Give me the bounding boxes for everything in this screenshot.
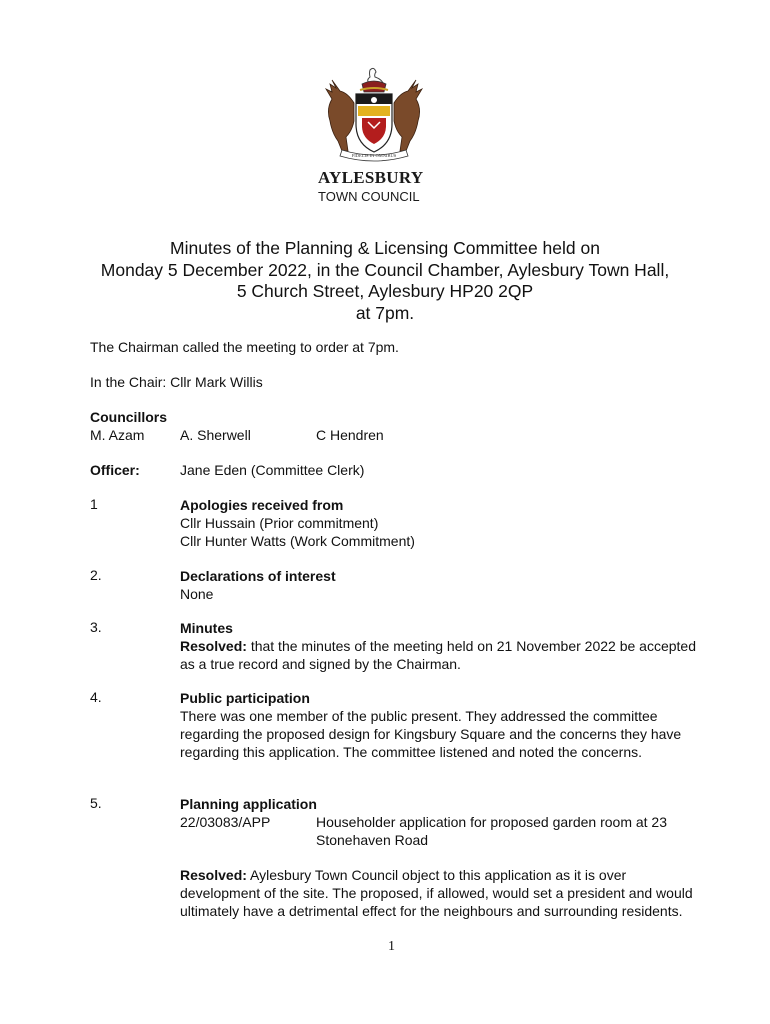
officer-value: Jane Eden (Committee Clerk) xyxy=(180,462,365,478)
item-line: Cllr Hunter Watts (Work Commitment) xyxy=(180,533,415,549)
opening-statement: The Chairman called the meeting to order at 7pm. xyxy=(90,339,399,355)
title-line: at 7pm. xyxy=(355,302,415,323)
title-line: Minutes of the Planning & Licensing Committee held on xyxy=(170,238,600,258)
application-description: Householder application for proposed garden room at 23 Stonehaven Road xyxy=(316,814,668,848)
councillor-name: A. Sherwell xyxy=(180,427,251,443)
councillor-name: C Hendren xyxy=(316,427,384,443)
document-title xyxy=(60,238,710,324)
application-row xyxy=(180,813,705,849)
resolved-text: that the minutes of the meeting held on 21 November 2022 be accepted as a true record and signed by the Chairman. xyxy=(180,638,696,672)
item-number: 5. xyxy=(90,795,102,811)
item-number: 1 xyxy=(90,496,98,512)
item-heading: Public participation xyxy=(180,690,310,706)
item-number: 2. xyxy=(90,567,102,583)
officer-label: Officer: xyxy=(90,462,140,478)
councillor-name: M. Azam xyxy=(90,427,145,443)
item-heading: Planning application xyxy=(180,796,317,812)
title-line: Monday 5 December 2022, in the Council Chamber, Aylesbury Town Hall, xyxy=(100,259,670,280)
chair-statement: In the Chair: Cllr Mark Willis xyxy=(90,374,263,390)
item-heading: Declarations of interest xyxy=(180,568,336,584)
item-number: 3. xyxy=(90,619,102,635)
councillors-heading: Councillors xyxy=(90,409,168,425)
resolved-label: Resolved: xyxy=(180,638,247,654)
item-text: There was one member of the public present. They addressed the committee regarding the proposed design for Kingsbury Square and the concerns they have regarding this application. The committee listened and noted the concerns. xyxy=(180,708,682,760)
resolved-text: Aylesbury Town Council object to this application as it is over development of the site. The proposed, if allowed, would set a president and would ultimately have a detrimental effect for the neighbours and surrounding residents. xyxy=(180,867,693,919)
item-resolution xyxy=(180,866,705,920)
title-line: 5 Church Street, Aylesbury HP20 2QP xyxy=(236,281,534,301)
item-number: 4. xyxy=(90,689,102,705)
application-ref: 22/03083/APP xyxy=(180,814,271,830)
agenda-item-apologies xyxy=(180,496,705,550)
item-line: Cllr Hussain (Prior commitment) xyxy=(180,515,379,531)
resolved-label: Resolved: xyxy=(180,867,247,883)
agenda-item-planning xyxy=(180,795,705,920)
agenda-item-public-participation xyxy=(180,689,705,761)
item-line: None xyxy=(180,586,214,602)
page-number: 1 xyxy=(388,939,395,954)
agenda-item-minutes xyxy=(180,619,705,673)
council-crest-logo xyxy=(318,66,430,162)
agenda-item-declarations xyxy=(180,567,705,603)
item-heading: Minutes xyxy=(180,620,233,636)
item-heading: Apologies received from xyxy=(180,497,344,513)
organisation-subtitle: TOWN COUNCIL xyxy=(318,189,420,204)
organisation-name: AYLESBURY xyxy=(318,168,424,187)
item-resolution xyxy=(180,637,705,673)
crest-motto: FIDELIS IN OMNIBUS xyxy=(351,153,397,158)
